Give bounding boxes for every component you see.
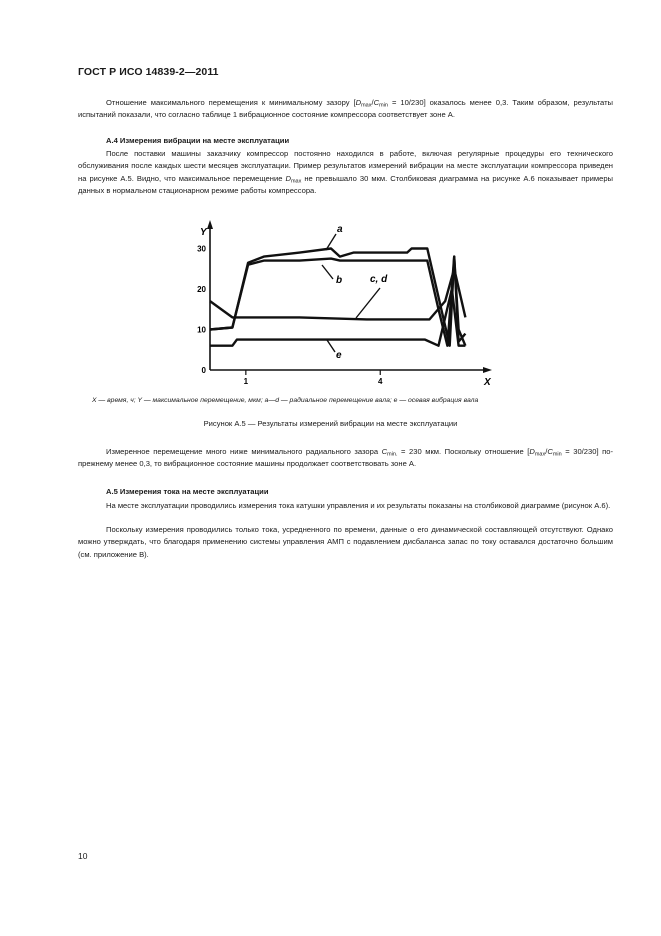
symbol-dmax-sub: max (290, 178, 302, 185)
legend-y: Y (137, 397, 142, 404)
symbol-dmax: D (285, 173, 291, 183)
leader-b (322, 265, 333, 279)
symbol-dmax-2: D (529, 447, 535, 456)
chart-series (210, 249, 465, 346)
x-axis-arrow (483, 367, 492, 373)
symbol-c-sub: min (379, 102, 388, 109)
after-text-2: = 230 мкм. Поскольку отношение [ (397, 447, 530, 456)
legend-text-3: — радиальное перемещение вала; (278, 397, 394, 404)
ratio-text-end: = 10/230] оказалось менее 0,3. Таким образом, результаты испытаний показали, что согласно таблице 1 вибрационное состояние компрессора соответствует зоне А. (78, 98, 614, 120)
x-tick-label: 1 (243, 377, 249, 386)
figure-legend (92, 397, 478, 404)
y-tick-label: 30 (197, 244, 206, 254)
paragraph-a5-1: На месте эксплуатации проводились измерения тока катушки управления и их результаты показаны на столбиковой диаграмме (рисунок А.6). (106, 501, 611, 510)
label-a: a (337, 224, 343, 235)
label-cd: c, d (370, 274, 388, 285)
leader-cd (356, 288, 380, 318)
after-text-3: = 30/230] по-прежнему менее 0,3, то вибрационное состояние машины продолжает соответствовать зоне А. (78, 447, 613, 469)
leader-e (327, 340, 335, 352)
y-tick-label: 20 (197, 285, 206, 294)
y-tick-label: 10 (197, 325, 206, 335)
symbol-c: C (373, 98, 380, 107)
label-e: e (336, 350, 342, 361)
symbol-cmin-sub: min. (387, 451, 398, 458)
ratio-slash: / (371, 98, 374, 107)
y-axis-label: Y (200, 227, 207, 238)
x-axis-label: X (484, 377, 491, 388)
legend-text-1: — время, ч; (96, 397, 138, 404)
after-text-1: Измеренное перемещение много ниже минимального радиального зазора (106, 447, 382, 456)
section-heading-a5: А.5 Измерения тока на месте эксплуатации (106, 487, 269, 496)
figure-caption: Рисунок А.5 — Результаты измерений вибрации на месте эксплуатации (203, 419, 458, 428)
symbol-cmin: C (381, 447, 388, 456)
symbol-dmax-2-sub: max (534, 451, 546, 458)
y-tick-label: 0 (201, 366, 206, 375)
symbol-d-sub: max (361, 102, 372, 109)
legend-x: X (92, 397, 97, 404)
legend-e: e (393, 397, 398, 404)
a4-text-start: После поставки машины заказчику компрессор постоянно находился в работе, включая регулярные процедуры его технического обслуживания после каждых шести месяцев эксплуатации. Пример результатов измерений вибрации на месте эксплуатации компрессора приведен на рисунке А.5. Видно, что максимальное перемещение (78, 149, 613, 183)
document-header: ГОСТ Р ИСО 14839-2—2011 (78, 66, 219, 78)
paragraph-a5-2: Поскольку измерения проводились только тока, усредненного по времени, данные о его динамической составляющей отсутствуют. Однако можно утверждать, что благодаря применению системы управления АМП с подавлением дисбаланса запас по току оставался достаточно большим (см. приложение В). (78, 525, 613, 559)
symbol-cmin-2: C (547, 447, 553, 456)
legend-text-4: — осевая вибрация вала (397, 397, 479, 404)
label-b: b (336, 275, 343, 286)
after-slash: / (545, 447, 548, 456)
series-line-b (210, 257, 465, 346)
a4-text-end: не превышало 30 мкм. Столбиковая диаграмма на рисунке А.6 показывает примеры данных в нормальном стационарном режиме работы компрессора. (78, 173, 614, 195)
ratio-text-start: Отношение максимального перемещения к минимальному зазору [ (106, 98, 356, 107)
legend-text-2: — максимальное перемещение, мкм; (141, 397, 265, 404)
symbol-d: D (355, 98, 362, 107)
page-number: 10 (78, 851, 88, 861)
paragraph-after-figure (78, 446, 613, 471)
y-axis-arrow (207, 220, 213, 229)
x-tick-label: 4 (378, 377, 383, 386)
legend-ad: a—d (264, 397, 279, 404)
symbol-cmin-2-sub: min (552, 451, 562, 458)
section-heading-a4: А.4 Измерения вибрации на месте эксплуатации (106, 136, 290, 145)
